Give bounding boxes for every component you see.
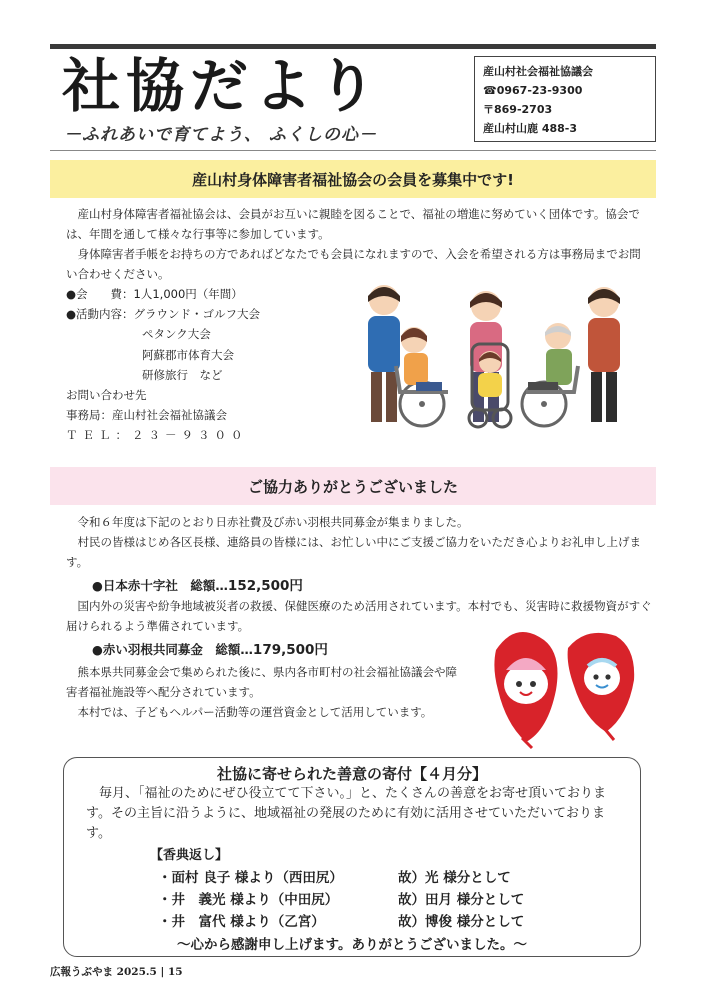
donation-entry <box>158 910 558 930</box>
donation-box-title: 社協に寄せられた善意の寄付【４月分】 <box>216 765 487 783</box>
newsletter-subtitle: －ふれあいで育てよう、 ふくしの心－ <box>64 125 377 145</box>
donation-donor: ・井 義光 様より（中田尻） <box>158 892 339 908</box>
feather-text2: 本村では、子どもヘルパー活動等の運営資金として活用しています。 <box>77 705 433 719</box>
section1-para1: 産山村身体障害者福祉協会は、会員がお互いに親睦を図ることで、福祉の増進に努めていく団体です。協会では、年間を通して様々な行事等に参加しています。 <box>66 207 640 241</box>
red-cross-text: 国内外の災害や紛争地域被災者の救援、保健医療のため活用されています。本村でも、災害時に救援物資がすぐ届けられるよう準備されています。 <box>66 599 652 633</box>
red-cross-heading <box>66 576 652 596</box>
activity-item: 阿蘇郡市体育大会 <box>142 347 234 362</box>
activity-item: 研修旅行 など <box>142 367 223 382</box>
donation-box-body <box>86 784 626 844</box>
feather-body <box>66 662 466 722</box>
donation-reference: 故）光 様分として <box>398 870 511 886</box>
caregiver-right-figure <box>588 287 620 422</box>
contact-phone: ☎0967-23-9300 <box>483 84 583 97</box>
contact-address: 産山村山鹿 488-3 <box>483 122 578 135</box>
section2-para1: 令和６年度は下記のとおり日赤社費及び赤い羽根共同募金が集まりました。 <box>77 515 469 529</box>
office-tel: ＴＥＬ：２３－９３００ <box>66 428 248 443</box>
section1-details <box>66 284 260 446</box>
donation-donor: ・面村 良子 様より（西田尻） <box>158 870 343 886</box>
page-footer: 広報うぶやま 2025.5 | 15 <box>50 966 183 978</box>
header-divider <box>50 150 656 151</box>
koden-label: 【香典返し】 <box>150 848 229 863</box>
donation-entry <box>158 866 558 886</box>
top-rule <box>50 44 656 49</box>
feather-label: ●赤い羽根共同募金 総額… <box>92 642 253 657</box>
red-cross-label: ●日本赤十字社 総額… <box>92 578 228 593</box>
donation-thanks: ～心から感謝申し上げます。ありがとうございました。～ <box>177 937 527 953</box>
inquiry-label: お問い合わせ先 <box>66 388 147 403</box>
wheelchair-people-illustration <box>356 282 642 432</box>
activities-label: ●活動内容：グラウンド・ゴルフ大会 <box>66 307 261 322</box>
feather-amount: 179,500円 <box>252 642 328 658</box>
donation-reference: 故）田月 様分として <box>398 892 525 908</box>
feather-text1: 熊本県共同募金会で集められた後に、県内各市町村の社会福祉協議会や障害者福祉施設等へ配分されています。 <box>66 665 457 699</box>
donation-entry <box>158 888 558 908</box>
section2-heading: ご協力ありがとうございました <box>50 467 656 505</box>
activity-item: ペタンク大会 <box>142 327 211 342</box>
section1-heading: 産山村身体障害者福祉協会の会員を募集中です! <box>50 160 656 198</box>
newsletter-title: 社協だより <box>62 52 383 120</box>
wheelchair-left <box>396 327 448 426</box>
contact-org: 産山村社会福祉協議会 <box>483 65 593 78</box>
red-feather-mascots-illustration <box>486 620 646 750</box>
caregiver-left-figure <box>368 285 400 422</box>
contact-box <box>474 56 656 142</box>
office-name: 事務局：産山村社会福祉協議会 <box>66 408 227 423</box>
red-feather-left <box>494 632 557 748</box>
wheelchair-right <box>522 323 578 426</box>
red-cross-amount: 152,500円 <box>227 578 303 594</box>
section1-para2: 身体障害者手帳をお持ちの方であればどなたでも会員になれますので、入会を希望される方は事務局までお問い合わせください。 <box>66 247 641 281</box>
section2-para2: 村民の皆様はじめ各区長様、連絡員の皆様には、お忙しい中にご支援ご協力をいただき心よりお礼申し上げます。 <box>66 535 641 569</box>
red-feather-right <box>568 633 635 740</box>
donation-donor: ・井 富代 様より（乙宮） <box>158 914 325 930</box>
donation-box-text: 毎月、「福祉のためにぜひ役立てて下さい。」と、たくさんの善意をお寄せ頂いております。その主旨に沿うように、地域福祉の発展のために有効に活用させていただいております。 <box>86 786 607 841</box>
contact-postal: 〒869-2703 <box>483 103 553 116</box>
section1-intro <box>66 204 652 284</box>
donation-reference: 故）博俊 様分として <box>398 914 525 930</box>
membership-fee: ●会 費：1人1,000円（年間） <box>66 287 243 301</box>
